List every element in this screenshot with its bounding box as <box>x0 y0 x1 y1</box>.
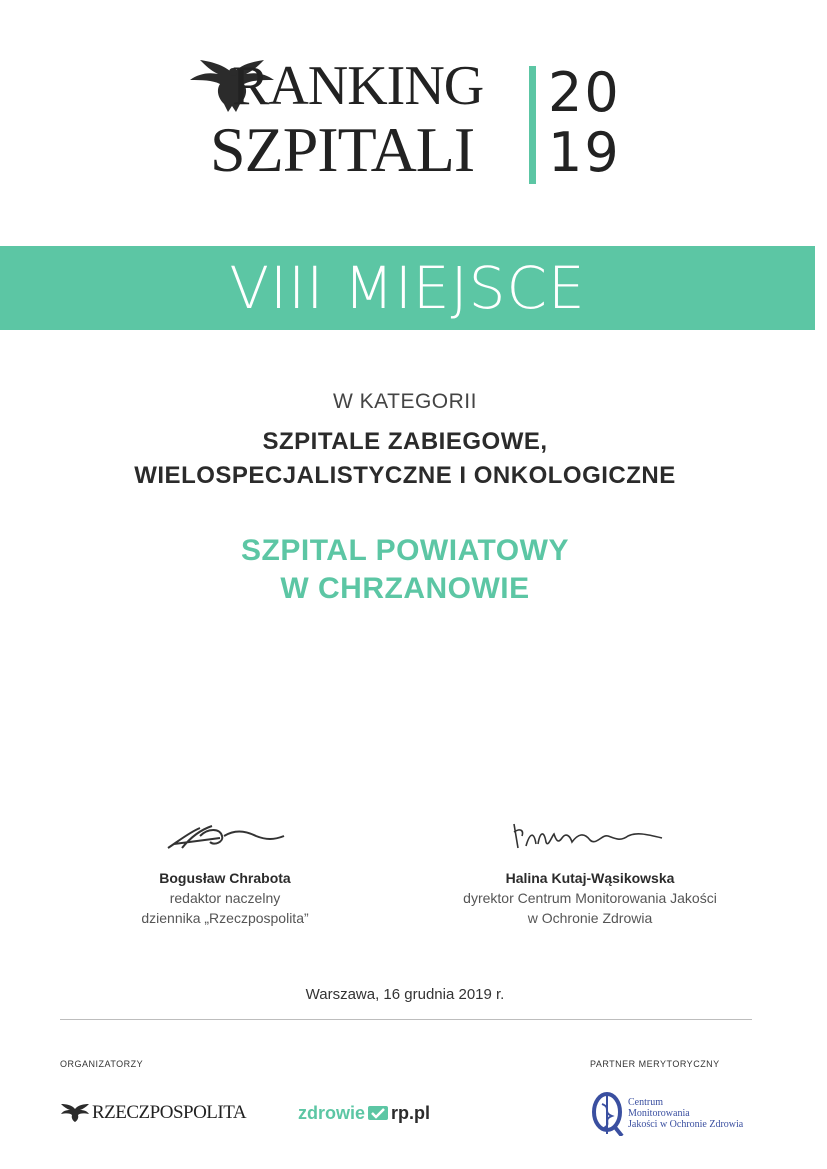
category-name-line2: WIELOSPECJALISTYCZNE I ONKOLOGICZNE <box>134 462 676 489</box>
category-name-line1: SZPITALE ZABIEGOWE, <box>262 428 548 455</box>
year-top: 20 <box>548 61 621 124</box>
recipient-line2: W CHRZANOWIE <box>280 572 530 605</box>
signature-right-image <box>508 818 668 858</box>
cmj-logo-line2: Monitorowania <box>628 1107 690 1119</box>
partner-label: PARTNER MERYTORYCZNY <box>590 1059 720 1069</box>
signature-left-image <box>160 818 290 858</box>
signatory-right-role-line2: w Ochronie Zdrowia <box>527 910 653 926</box>
signatory-left-name: Bogusław Chrabota <box>159 870 291 886</box>
award-place: VIII MIEJSCE <box>229 254 586 322</box>
rppl-logo-text: rp.pl <box>391 1102 431 1123</box>
title-divider <box>529 66 536 184</box>
cmj-logo-line3: Jakości w Ochronie Zdrowia <box>628 1118 744 1130</box>
year-bottom: 19 <box>548 121 621 184</box>
organizers-label: ORGANIZATORZY <box>60 1059 144 1069</box>
caduceus-icon <box>590 1090 624 1136</box>
cmj-logo-line1: Centrum <box>628 1096 663 1108</box>
signatory-right-name: Halina Kutaj-Wąsikowska <box>505 870 675 886</box>
place-date: Warszawa, 16 grudnia 2019 r. <box>305 986 505 1003</box>
signatory-right <box>430 868 750 928</box>
rzeczpospolita-logo <box>60 1100 246 1126</box>
signatory-left-role-line1: redaktor naczelny <box>169 890 281 906</box>
category-label: W KATEGORII <box>333 390 477 413</box>
signatory-right-role-line1: dyrektor Centrum Monitorowania Jakości <box>463 890 717 906</box>
zdrowie-logo <box>298 1100 430 1126</box>
footer-divider <box>60 1019 752 1020</box>
signatory-left-role-line2: dziennika „Rzeczpospolita” <box>141 910 309 926</box>
title-szpitali: SZPITALI <box>210 114 475 185</box>
check-envelope-icon <box>367 1104 389 1122</box>
zdrowie-logo-text: zdrowie <box>298 1102 366 1123</box>
rzeczpospolita-logo-text: RZECZPOSPOLITA <box>92 1102 247 1123</box>
rzeczpospolita-eagle-icon <box>60 1103 90 1123</box>
cmj-logo <box>590 1090 743 1136</box>
signatory-left <box>120 868 330 928</box>
recipient-line1: SZPITAL POWIATOWY <box>241 534 569 567</box>
title-ranking: RANKING <box>232 55 484 117</box>
